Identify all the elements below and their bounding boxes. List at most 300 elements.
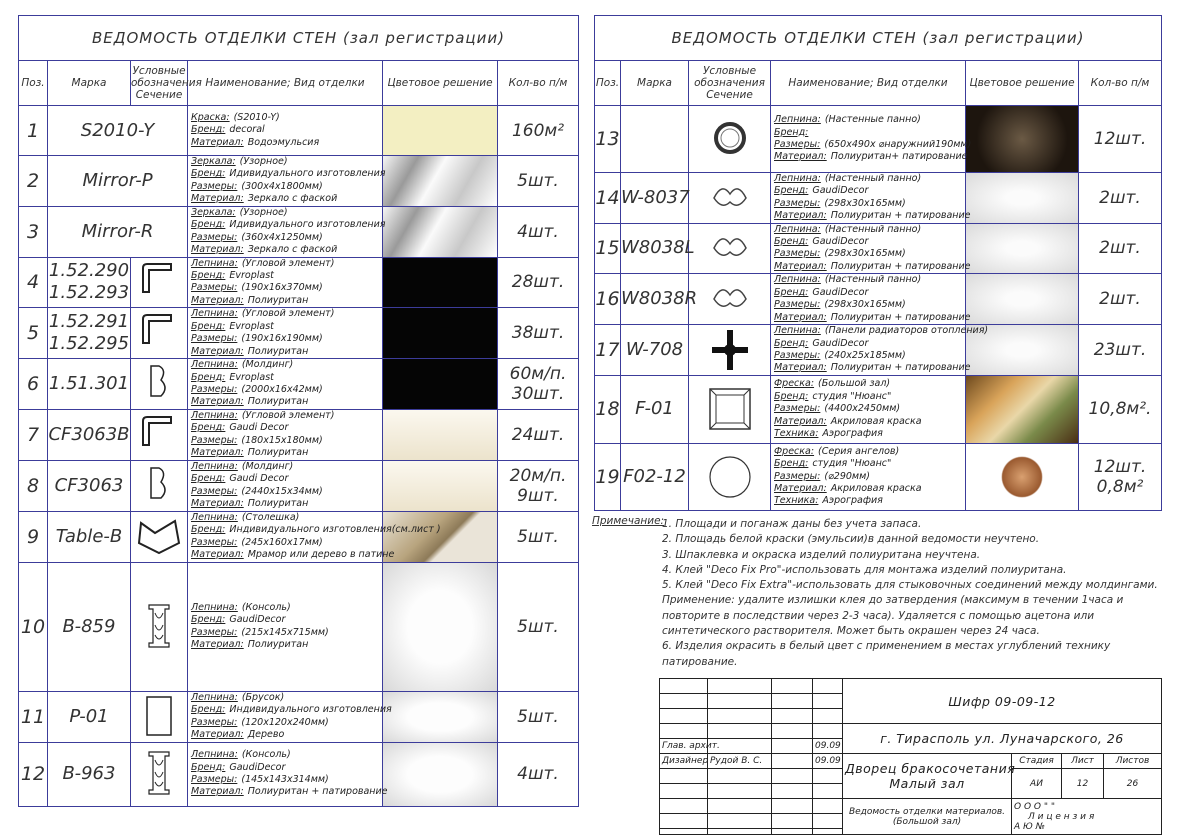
table-row — [595, 375, 1162, 443]
field-value: (Молдинг) — [241, 460, 294, 472]
description-line — [191, 498, 382, 510]
field-value: (240x25x185мм) — [824, 350, 906, 362]
field-label: Размеры: — [191, 626, 238, 638]
description-line — [191, 207, 382, 219]
mark-line: CF3063 — [54, 474, 124, 496]
position: 14 — [595, 173, 621, 224]
description-line — [191, 232, 382, 244]
description — [188, 359, 383, 410]
position: 18 — [595, 375, 621, 443]
description-line — [191, 749, 382, 761]
field-label: Бренд: — [191, 124, 226, 136]
field-value: Evroplast — [229, 320, 274, 332]
color-swatch — [383, 511, 498, 562]
field-label: Материал: — [774, 415, 827, 427]
color-swatch — [383, 206, 498, 257]
field-label: Зеркала: — [191, 206, 236, 218]
swatch-image — [383, 207, 497, 257]
description — [188, 257, 383, 308]
field-label: Размеры: — [191, 485, 238, 497]
swatch-image — [966, 376, 1078, 443]
mark-line: Mirror-R — [81, 220, 154, 242]
note-item: 3. Шпаклевка и окраска изделий полиуритана неучтена. — [662, 548, 981, 561]
mark — [48, 742, 131, 806]
table-row — [19, 511, 579, 562]
field-value: (300x4x1800мм) — [241, 180, 323, 192]
mark-line: B-859 — [62, 615, 116, 637]
mark — [48, 511, 131, 562]
quantity — [498, 562, 579, 691]
field-label: Размеры: — [191, 434, 238, 446]
field-value: (120x120x240мм) — [241, 716, 329, 728]
field-value: (Настенные панно) — [824, 114, 921, 126]
swatch-image — [383, 359, 497, 409]
color-swatch — [966, 375, 1079, 443]
field-value: Индивидуального изготовления — [229, 704, 392, 716]
description-line — [191, 270, 382, 282]
mark-line: B-963 — [62, 763, 116, 784]
field-label: Размеры: — [191, 282, 238, 294]
note-item: патирование. — [662, 655, 738, 668]
field-value: (298x30x165мм) — [824, 299, 906, 311]
field-label: Бренд: — [191, 219, 226, 231]
field-value: Evroplast — [229, 270, 274, 282]
description-line — [191, 692, 382, 704]
schedule-title: ВЕДОМОСТЬ ОТДЕЛКИ СТЕН (зал регистрации) — [595, 16, 1162, 61]
field-label: Лепнина: — [191, 691, 238, 703]
description — [771, 375, 966, 443]
field-value: (S2010-Y) — [233, 111, 280, 123]
section-symbol-icon — [131, 562, 188, 691]
field-label: Бренд: — [774, 337, 809, 349]
section-symbol-icon — [131, 691, 188, 742]
field-value: Полиуритан — [247, 294, 309, 306]
position: 19 — [595, 443, 621, 510]
description-line — [191, 396, 382, 408]
description-line — [774, 391, 965, 403]
field-value: (215x145x715мм) — [241, 626, 329, 638]
description-line — [191, 639, 382, 651]
position: 15 — [595, 223, 621, 274]
title-block — [659, 678, 1162, 835]
quantity — [1079, 223, 1162, 274]
description-line — [774, 248, 965, 260]
mark-line: F02-12 — [623, 465, 686, 487]
quantity-line: 5шт. — [517, 526, 559, 547]
description-line — [191, 137, 382, 149]
field-value: (Угловой элемент) — [241, 308, 335, 320]
description-line — [774, 350, 965, 362]
position: 10 — [19, 562, 48, 691]
field-value: Полиуритан — [247, 396, 309, 408]
table-row — [19, 257, 579, 308]
field-label: Лепнина: — [191, 511, 238, 523]
field-label: Лепнина: — [774, 114, 821, 126]
field-label: Размеры: — [774, 248, 821, 260]
field-value: (Брусок) — [241, 691, 285, 703]
field-value: Полиуритан — [247, 498, 309, 510]
field-value: Аэрография — [822, 427, 883, 439]
header-mark: Марка — [621, 61, 689, 106]
mark — [48, 562, 131, 691]
mark — [48, 460, 131, 511]
field-label: Бренд: — [774, 390, 809, 402]
description-line — [191, 627, 382, 639]
description-line — [774, 114, 965, 126]
project-code: Шифр 09-09-12 — [843, 679, 1162, 724]
description-line — [191, 717, 382, 729]
description-line — [191, 282, 382, 294]
description-line — [191, 384, 382, 396]
field-label: Бренд: — [191, 614, 226, 626]
field-label: Материал: — [774, 483, 827, 495]
field-value: Полиуритан — [247, 345, 309, 357]
quantity — [498, 359, 579, 410]
quantity — [498, 511, 579, 562]
description — [188, 742, 388, 806]
field-label: Бренд: — [191, 168, 226, 180]
description-line — [774, 274, 965, 286]
document-title: Ведомость отделки материалов. — [848, 806, 1006, 817]
field-label: Размеры: — [774, 403, 821, 415]
swatch-image — [383, 308, 497, 358]
field-label: Размеры: — [774, 139, 821, 150]
description-line — [191, 422, 382, 434]
description-line — [774, 224, 965, 236]
table-row — [595, 106, 1162, 173]
stage-value: АИ — [1012, 769, 1062, 799]
field-label: Материал: — [191, 345, 244, 357]
description-line — [191, 193, 382, 205]
description-line — [191, 548, 395, 561]
field-label: Краска: — [191, 111, 230, 123]
field-value: (Молдинг) — [241, 359, 294, 371]
swatch-image — [966, 224, 1078, 274]
header-symbol: Условные обозначения Сечение — [131, 61, 188, 106]
quantity-line: 38шт. — [511, 323, 565, 344]
field-value: (Узорное) — [239, 206, 288, 218]
field-value: (4400x2450мм) — [824, 403, 901, 415]
position: 11 — [19, 691, 48, 742]
table-row — [19, 691, 579, 742]
field-value: Gaudi Decor — [229, 473, 289, 485]
field-label: Лепнина: — [191, 359, 238, 371]
header-color: Цветовое решение — [383, 61, 498, 106]
description-line — [774, 483, 965, 495]
field-label: Материал: — [191, 638, 244, 650]
chief-date: 09.09 — [813, 739, 843, 754]
swatch-image — [966, 274, 1078, 324]
description — [188, 106, 383, 156]
swatch-image — [383, 692, 497, 742]
table-row — [19, 562, 579, 691]
swatch-image — [966, 444, 1078, 510]
field-value: Зеркало с фаской — [247, 193, 338, 205]
note-item: Применение: удалите излишки клея до затвердения (максимум в течении 1часа и — [662, 594, 1124, 607]
field-value: Полиуритан + патирование — [830, 311, 971, 323]
mark — [48, 257, 131, 308]
quantity-line: 30шт. — [511, 384, 565, 405]
mark-line: Mirror-P — [82, 169, 153, 191]
description-line — [774, 185, 965, 197]
mark — [621, 443, 689, 510]
field-value: (360x4x1250мм) — [241, 231, 323, 243]
quantity-line: 2шт. — [1099, 187, 1141, 208]
quantity-line: 12шт. — [1093, 456, 1147, 477]
header-pos: Поз. — [595, 61, 621, 106]
field-label: Бренд: — [774, 236, 809, 248]
field-label: Фреска: — [774, 445, 815, 457]
field-label: Размеры: — [191, 384, 238, 396]
section-symbol-icon — [689, 223, 771, 274]
color-swatch — [383, 308, 498, 359]
table-row — [595, 443, 1162, 510]
quantity-line: 160м² — [511, 120, 565, 141]
description-line — [191, 447, 382, 459]
field-value: (2000x16x42мм) — [241, 384, 323, 396]
field-label: Размеры: — [191, 333, 238, 345]
mark — [621, 325, 689, 376]
field-label: Материал: — [191, 786, 244, 798]
quantity — [498, 257, 579, 308]
mark-line: S2010-Y — [80, 119, 155, 141]
table-row — [595, 325, 1162, 376]
org-name: О О О " " — [1014, 801, 1055, 812]
mark — [48, 156, 188, 207]
field-value: Водоэмульсия — [247, 136, 320, 148]
schedule-title: ВЕДОМОСТЬ ОТДЕЛКИ СТЕН (зал регистрации) — [19, 16, 579, 61]
description-line — [191, 372, 382, 384]
mark — [621, 106, 689, 173]
field-label: Материал: — [191, 548, 244, 560]
field-label: Лепнина: — [191, 410, 238, 422]
description-line — [774, 151, 968, 163]
project-title: Дворец бракосочетания — [845, 761, 1016, 776]
section-symbol-icon — [131, 359, 188, 410]
field-value: (Консоль) — [241, 749, 291, 761]
position: 6 — [19, 359, 48, 410]
field-label: Лепнина: — [191, 308, 238, 320]
description-line — [191, 219, 386, 231]
field-label: Бренд: — [191, 524, 226, 536]
field-value: (650x490x ⌀наружний190мм) — [824, 139, 972, 150]
quantity-line: 9шт. — [517, 485, 559, 506]
section-symbol-icon — [131, 460, 188, 511]
position: 13 — [595, 106, 621, 173]
field-value: Идивидуального изготовления — [229, 168, 386, 180]
description — [771, 173, 971, 224]
description — [188, 511, 441, 562]
note-item: 1. Площади и поганаж даны без учета запаса. — [662, 518, 922, 530]
color-swatch — [966, 106, 1079, 173]
quantity-line: 12шт. — [1093, 129, 1147, 149]
sheet-value: 12 — [1062, 769, 1104, 799]
field-value: (190x16x370мм) — [241, 282, 323, 294]
document-subtitle: (Большой зал) — [892, 816, 962, 827]
color-swatch — [383, 691, 498, 742]
table-row — [19, 106, 579, 156]
description — [188, 409, 383, 460]
mark — [48, 409, 131, 460]
field-label: Техника: — [774, 427, 819, 439]
field-value: (⌀290мм) — [824, 470, 870, 482]
field-value: (145x143x314мм) — [241, 774, 329, 785]
mark — [48, 691, 131, 742]
table-row — [19, 460, 579, 511]
field-value: Мрамор или дерево в патине — [247, 548, 395, 560]
field-value: Идивидуального изготовления — [229, 219, 386, 231]
position: 5 — [19, 308, 48, 359]
description-line — [774, 403, 965, 415]
organization — [1012, 799, 1162, 835]
quantity-line: 5шт. — [517, 706, 559, 727]
field-label: Лепнина: — [191, 601, 238, 613]
field-label: Материал: — [774, 362, 827, 374]
field-label: Материал: — [774, 311, 827, 323]
description — [771, 274, 971, 325]
field-value: (180x15x180мм) — [241, 434, 323, 446]
description-line — [774, 139, 972, 151]
color-swatch — [383, 409, 498, 460]
mark-line: 1.52.293 — [48, 282, 130, 304]
description-line — [774, 428, 965, 440]
color-swatch — [383, 156, 498, 207]
field-value: Evroplast — [229, 371, 274, 383]
color-swatch — [966, 173, 1079, 224]
description — [188, 562, 383, 691]
sheet-label: Лист — [1062, 754, 1104, 769]
quantity-line: 5шт. — [517, 170, 559, 191]
description — [188, 308, 383, 359]
color-swatch — [383, 460, 498, 511]
description-line — [191, 704, 392, 716]
field-label: Материал: — [774, 260, 827, 272]
field-value: GaudiDecor — [812, 185, 869, 197]
license-number: А Ю № — [1014, 821, 1045, 832]
description-line — [191, 258, 382, 270]
header-pos: Поз. — [19, 61, 48, 106]
field-value: Акриловая краска — [830, 483, 922, 495]
section-symbol-icon — [131, 257, 188, 308]
note-item: повторите в последствии через 2-3 часа). Удаляется с помощью ацетона или — [662, 609, 1095, 622]
swatch-image — [383, 106, 497, 155]
note-item: 6. Изделия окрасить в белый цвет с применением в местах углублений технику — [662, 640, 1111, 653]
description-line — [774, 416, 965, 428]
hall-name: Малый зал — [889, 776, 965, 791]
description-line — [774, 198, 965, 210]
table-row — [595, 223, 1162, 274]
field-label: Материал: — [191, 193, 244, 205]
description-line — [191, 435, 382, 447]
description-line — [774, 362, 971, 374]
stage-label: Стадия — [1012, 754, 1062, 769]
description-line — [774, 446, 965, 458]
field-value: Полиуритан + патирование — [830, 260, 971, 272]
designer-label: Дизайнер — [660, 754, 708, 769]
quantity — [498, 460, 579, 511]
field-value: GaudiDecor — [812, 337, 869, 349]
table-row — [19, 409, 579, 460]
swatch-image — [383, 410, 497, 460]
color-swatch — [383, 359, 498, 410]
field-label: Бренд: — [191, 270, 226, 282]
description — [771, 106, 972, 173]
description-line — [774, 287, 965, 299]
field-value: (Настенный панно) — [824, 173, 922, 184]
header-qty: Кол-во п/м — [498, 61, 579, 106]
swatch-image — [383, 563, 497, 691]
table-row — [19, 156, 579, 207]
field-label: Лепнина: — [774, 274, 821, 286]
field-label: Лепнина: — [774, 173, 821, 184]
position: 2 — [19, 156, 48, 207]
header-name: Наименование; Вид отделки — [188, 61, 383, 106]
description-line — [191, 461, 382, 473]
field-value: GaudiDecor — [229, 614, 286, 626]
description-line — [191, 524, 441, 536]
field-value: Аэрография — [822, 495, 883, 507]
position: 17 — [595, 325, 621, 376]
description-line — [191, 308, 382, 320]
field-label: Лепнина: — [191, 460, 238, 472]
section-symbol-icon — [689, 375, 771, 443]
field-label: Размеры: — [774, 470, 821, 482]
description-line — [774, 260, 971, 273]
quantity — [498, 691, 579, 742]
swatch-image — [383, 258, 497, 308]
section-symbol-icon — [131, 308, 188, 359]
quantity — [498, 206, 579, 257]
description-line — [191, 774, 382, 786]
quantity-line: 60м/п. — [509, 364, 567, 385]
description-line — [774, 210, 971, 222]
field-value: (245x160x17мм) — [241, 536, 323, 548]
section-symbol-icon — [131, 742, 188, 806]
field-value: (190x16x190мм) — [241, 333, 323, 345]
note-item: 5. Клей "Deco Fix Extra"-использовать для стыковочных соединений между молдингами. — [662, 579, 1158, 592]
address: г. Тирасполь ул. Луначарского, 26 — [843, 724, 1162, 754]
quantity-line: 23шт. — [1093, 340, 1147, 361]
quantity — [1079, 375, 1162, 443]
color-swatch — [966, 274, 1079, 325]
field-label: Лепнина: — [191, 257, 238, 269]
color-swatch — [383, 562, 498, 691]
description-line — [191, 512, 382, 524]
quantity-line: 4шт. — [517, 764, 559, 784]
field-label: Размеры: — [191, 536, 238, 548]
field-label: Материал: — [191, 498, 244, 510]
position: 1 — [19, 106, 48, 156]
section-symbol-icon — [689, 443, 771, 510]
field-label: Техника: — [774, 495, 819, 507]
designer-name: Рудой В. С. — [708, 754, 772, 769]
field-label: Бренд: — [191, 761, 226, 773]
header-qty: Кол-во п/м — [1079, 61, 1162, 106]
section-symbol-icon — [131, 511, 188, 562]
swatch-image — [383, 461, 497, 511]
left-finish-schedule — [18, 15, 579, 807]
swatch-image — [383, 743, 497, 806]
description-line — [774, 236, 965, 248]
field-value: (Настенный панно) — [824, 274, 922, 286]
description-line — [774, 299, 965, 311]
table-row — [19, 206, 579, 257]
field-label: Бренд: — [191, 704, 226, 716]
description-line — [774, 458, 965, 470]
field-value: (2440x15x34мм) — [241, 485, 323, 497]
field-value: Индивидуального изготовления(см.лист ) — [229, 524, 441, 536]
color-swatch — [966, 443, 1079, 510]
